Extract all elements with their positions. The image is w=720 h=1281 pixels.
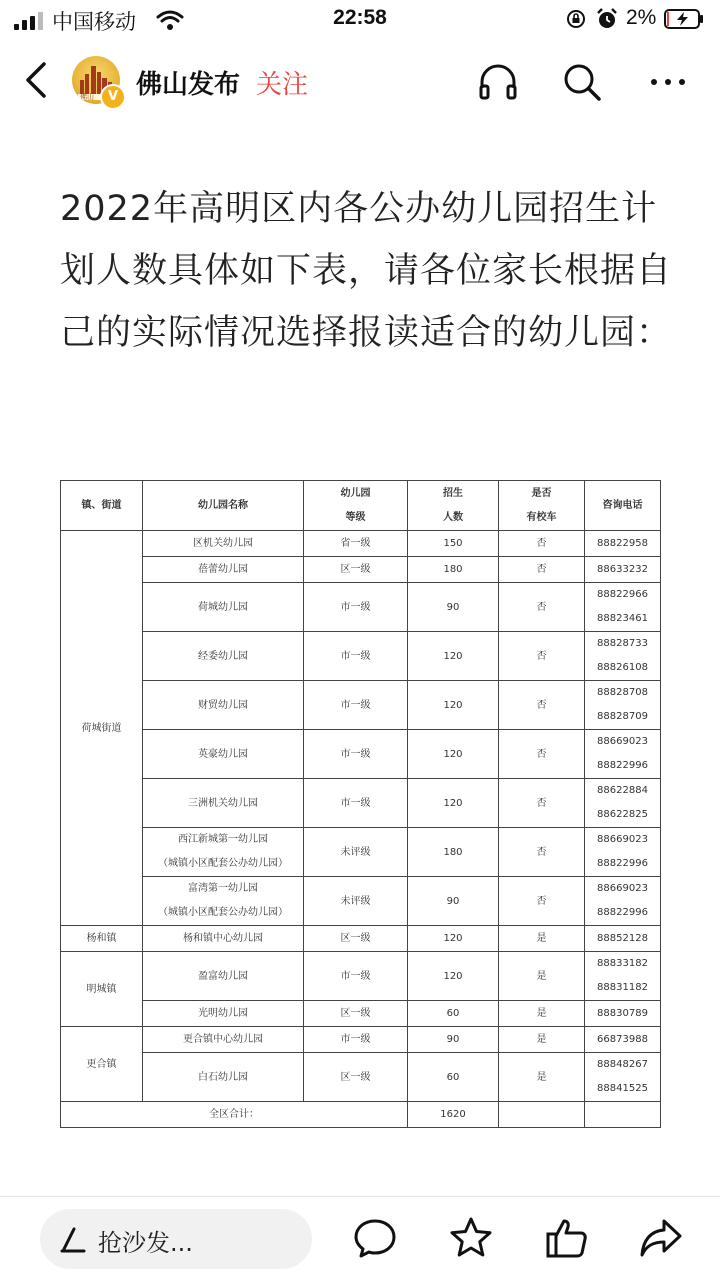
level-cell: 区一级 (304, 557, 408, 583)
level-cell: 省一级 (304, 531, 408, 557)
header-school-bus: 是否 有校车 (499, 481, 585, 531)
level-cell: 市一级 (304, 632, 408, 681)
table-row (61, 557, 661, 583)
bus-cell: 否 (499, 681, 585, 730)
level-cell: 区一级 (304, 1053, 408, 1102)
rotation-lock-icon (566, 9, 586, 29)
town-cell: 更合镇 (61, 1027, 143, 1102)
kindergarten-name: 杨和镇中心幼儿园 (143, 926, 304, 952)
level-cell: 市一级 (304, 730, 408, 779)
table-row (61, 531, 661, 557)
enrollment-cell: 120 (408, 779, 499, 828)
enrollment-cell: 90 (408, 877, 499, 926)
level-cell: 市一级 (304, 583, 408, 632)
town-cell: 荷城街道 (61, 531, 143, 926)
kindergarten-name: 盈富幼儿园 (143, 952, 304, 1001)
table-row (61, 1027, 661, 1053)
header-level: 幼儿园 等级 (304, 481, 408, 531)
back-icon[interactable] (22, 60, 52, 100)
enrollment-cell: 180 (408, 828, 499, 877)
enrollment-cell: 60 (408, 1053, 499, 1102)
bus-cell: 否 (499, 583, 585, 632)
bus-cell: 是 (499, 926, 585, 952)
kindergarten-name: 经委幼儿园 (143, 632, 304, 681)
enrollment-cell: 120 (408, 632, 499, 681)
bus-cell: 否 (499, 877, 585, 926)
enrollment-cell: 120 (408, 681, 499, 730)
level-cell: 市一级 (304, 1027, 408, 1053)
bus-cell: 否 (499, 632, 585, 681)
total-empty-bus (499, 1102, 585, 1128)
follow-button[interactable]: 关注 (256, 70, 309, 100)
header-kindergarten-name: 幼儿园名称 (143, 481, 304, 531)
kindergarten-name: 英豪幼儿园 (143, 730, 304, 779)
phone-cell: 88633232 (585, 557, 661, 583)
comment-input[interactable] (40, 1209, 312, 1269)
phone-cell: 88830789 (585, 1001, 661, 1027)
enrollment-table-image (60, 480, 660, 1122)
avatar-label: 佛山 (80, 93, 94, 101)
header-town: 镇、街道 (61, 481, 143, 531)
level-cell: 未评级 (304, 828, 408, 877)
phone-cell: 66873988 (585, 1027, 661, 1053)
phone-cell: 88622884 88622825 (585, 779, 661, 828)
phone-cell: 88822958 (585, 531, 661, 557)
phone-cell: 88852128 (585, 926, 661, 952)
kindergarten-name: 更合镇中心幼儿园 (143, 1027, 304, 1053)
total-value: 1620 (408, 1102, 499, 1128)
alarm-icon (596, 8, 618, 30)
table-row (61, 779, 661, 828)
phone-cell: 88828708 88828709 (585, 681, 661, 730)
bus-cell: 否 (499, 828, 585, 877)
level-cell: 市一级 (304, 779, 408, 828)
phone-cell: 88669023 88822996 (585, 730, 661, 779)
enrollment-cell: 60 (408, 1001, 499, 1027)
table-row (61, 632, 661, 681)
table-row (61, 1001, 661, 1027)
kindergarten-name: 蓓蕾幼儿园 (143, 557, 304, 583)
kindergarten-name: 财贸幼儿园 (143, 681, 304, 730)
header-enrollment: 招生 人数 (408, 481, 499, 531)
enrollment-cell: 90 (408, 1027, 499, 1053)
table-total-row (61, 1102, 661, 1128)
level-cell: 区一级 (304, 1001, 408, 1027)
phone-cell: 88848267 88841525 (585, 1053, 661, 1102)
bus-cell: 否 (499, 531, 585, 557)
bus-cell: 是 (499, 1053, 585, 1102)
article-intro-text: 2022年高明区内各公办幼儿园招生计划人数具体如下表，请各位家长根据自己的实际情况选择报读适合的幼儿园： (60, 189, 673, 353)
enrollment-table (60, 480, 661, 1128)
header-phone: 咨询电话 (585, 481, 661, 531)
table-header-row (61, 481, 661, 531)
kindergarten-name: 西江新城第一幼儿园 （城镇小区配套公办幼儿园） (143, 828, 304, 877)
comment-bubble-icon[interactable] (352, 1215, 398, 1261)
comment-placeholder: 抢沙发... (98, 1229, 193, 1257)
phone-cell: 88669023 88822996 (585, 877, 661, 926)
enrollment-cell: 90 (408, 583, 499, 632)
level-cell: 区一级 (304, 926, 408, 952)
table-row (61, 877, 661, 926)
verified-badge: V (100, 84, 126, 110)
town-cell: 明城镇 (61, 952, 143, 1027)
phone-cell: 88828733 88826108 (585, 632, 661, 681)
table-row (61, 583, 661, 632)
table-row (61, 828, 661, 877)
kindergarten-name: 富湾第一幼儿园 （城镇小区配套公办幼儿园） (143, 877, 304, 926)
star-icon[interactable] (448, 1215, 494, 1261)
enrollment-cell: 120 (408, 952, 499, 1001)
headphones-icon[interactable] (476, 60, 520, 104)
bus-cell: 是 (499, 1027, 585, 1053)
battery-percent: 2% (626, 6, 657, 29)
bus-cell: 是 (499, 952, 585, 1001)
article-header (0, 40, 720, 124)
account-name[interactable]: 佛山发布 (136, 70, 241, 100)
level-cell: 市一级 (304, 952, 408, 1001)
table-row (61, 681, 661, 730)
battery-charging-icon (664, 9, 704, 29)
bus-cell: 否 (499, 730, 585, 779)
phone-cell: 88822966 88823461 (585, 583, 661, 632)
kindergarten-name: 三洲机关幼儿园 (143, 779, 304, 828)
kindergarten-name: 荷城幼儿园 (143, 583, 304, 632)
enrollment-cell: 120 (408, 730, 499, 779)
level-cell: 市一级 (304, 681, 408, 730)
thumbs-up-icon[interactable] (544, 1215, 590, 1261)
share-icon[interactable] (638, 1215, 684, 1261)
bottom-action-bar (0, 1196, 720, 1281)
level-cell: 未评级 (304, 877, 408, 926)
bus-cell: 否 (499, 557, 585, 583)
status-bar (0, 0, 720, 40)
table-row (61, 1053, 661, 1102)
kindergarten-name: 区机关幼儿园 (143, 531, 304, 557)
carrier-name: 中国移动 (52, 11, 136, 34)
table-row (61, 952, 661, 1001)
enrollment-cell: 180 (408, 557, 499, 583)
pen-icon (60, 1225, 86, 1253)
bus-cell: 否 (499, 779, 585, 828)
bus-cell: 是 (499, 1001, 585, 1027)
phone-cell: 88669023 88822996 (585, 828, 661, 877)
clock-time: 22:58 (333, 6, 387, 29)
enrollment-cell: 120 (408, 926, 499, 952)
enrollment-cell: 150 (408, 531, 499, 557)
table-row (61, 730, 661, 779)
table-row (61, 926, 661, 952)
kindergarten-name: 光明幼儿园 (143, 1001, 304, 1027)
kindergarten-name: 白石幼儿园 (143, 1053, 304, 1102)
more-icon[interactable] (646, 60, 690, 104)
town-cell: 杨和镇 (61, 926, 143, 952)
total-empty-phone (585, 1102, 661, 1128)
phone-cell: 88833182 88831182 (585, 952, 661, 1001)
search-icon[interactable] (560, 60, 604, 104)
total-label: 全区合计： (61, 1102, 408, 1128)
